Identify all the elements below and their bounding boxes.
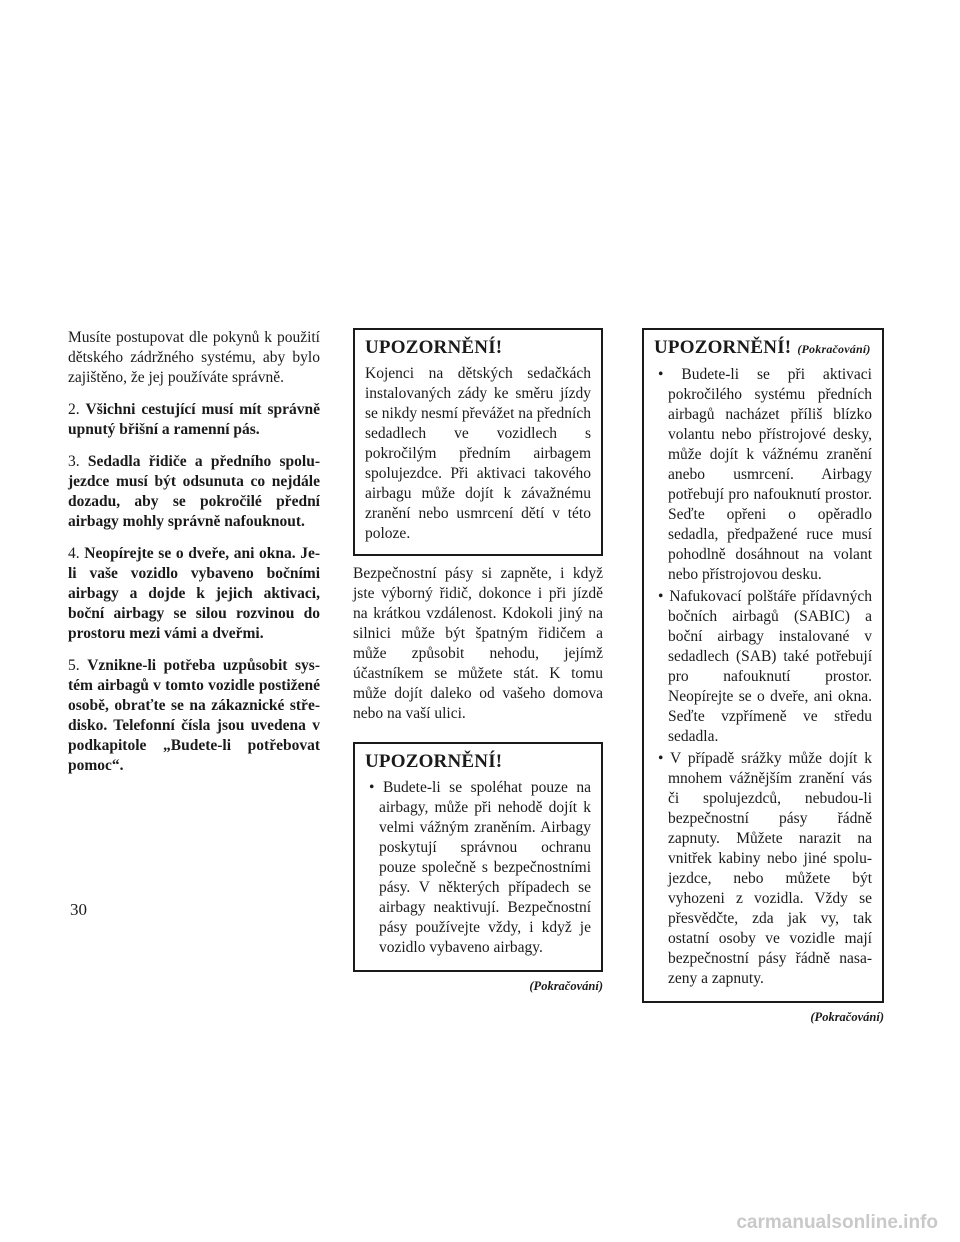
- warning-title-suffix: (Pokračování): [797, 342, 871, 356]
- continued-label: (Pokračování): [529, 979, 603, 993]
- warning-item: • Budete-li se spoléhat pouze na airbagy, může při nehodě dojít k velmi vážným zraněním. Airbagy poskytují správnou ochranu pouze společně s bezpečnostními pásy. V některých případech se airbagy neaktivují. Bezpečnostní pásy používejte vždy, i když je vozidlo vybaveno airbagy.: [365, 778, 591, 958]
- warning-item: • V případě srážky může dojít k mnohem vážnějším zranění vás či spolujezdců, nebudou-li bezpečnostní pásy řádně zapnuty. Můžete narazit na vnitřek kabiny nebo jiné spolujezdce, nebo můžete být vyhozeni z vozidla. Vždy se přesvědčte, zda jak vy, tak ostatní osoby ve vozidle mají bezpečnostní pásy řádně nasazeny a zapnuty.: [654, 749, 872, 989]
- step-text: Sedadla řidiče a předního spolujezdce musí být odsunuta co nejdále dozadu, aby se pokročilé přední airbagy mohly správně nafouknout.: [68, 453, 320, 530]
- continued-label: (Pokračování): [810, 1010, 884, 1024]
- warning-item: • Budete-li se při aktivaci pokročilého systému předních airbagů nacházet příliš blízko volantu nebo přístrojové desky, může dojít k vážnému zranění anebo usmrcení. Airbagy potřebují pro nafouknutí prostor. Seďte opřeni o opěradlo sedadla, předpažené ruce musí pohodlně dosáhnout na volant nebo přístrojovou desku.: [654, 365, 872, 585]
- warning-box-infants: [353, 328, 603, 556]
- step-text: Vznikne-li potřeba uzpůsobit systém airbagů v tomto vozidle postižené osobě, obraťte se na zákaznické středisko. Telefonní čísla jsou uvedena v podkapitole „Budete-li potřebovat pomoc“.: [68, 657, 321, 774]
- middle-column: [353, 328, 603, 996]
- warning-title: UPOZORNĚNÍ!: [365, 337, 503, 358]
- step-4: [68, 544, 320, 644]
- warning-title-text: UPOZORNĚNÍ!: [654, 337, 792, 358]
- warning-text: Kojenci na dětských sedačkách instalovaných zády ke směru jízdy se nikdy nesmí převážet na předních sedadlech ve vozidlech s pokročilým předním airbagem spolujezdce. Při aktivaci takového airbagu může dojít k závažnému zranění nebo usmrcení dětí v této poloze.: [365, 365, 591, 542]
- warning-title: UPOZORNĚNÍ!: [365, 751, 503, 772]
- warning-box-airbags: [353, 742, 603, 972]
- step-number: 2.: [68, 401, 80, 418]
- step-3: [68, 452, 320, 532]
- page-number: 30: [70, 900, 87, 919]
- warning-box-continued: [642, 328, 884, 1003]
- watermark-footer: carmanualsonline.info: [736, 1212, 938, 1233]
- warning-item: • Nafukovací polštáře přídavných bočních airbagů (SABIC) a boční airbagy instalované v sedadlech (SAB) také potřebují pro nafouknutí prostor. Neopírejte se o dveře, ani okna. Seďte vzpřímeně ve středu sedadla.: [654, 587, 872, 747]
- seatbelt-paragraph: Bezpečnostní pásy si zapněte, i když jste výborný řidič, dokonce i při jízdě na krátkou vzdálenost. Kdokoli jiný na silnici může být špatným řidičem a může způsobit nehodu, jejímž účastníkem se můžete stát. K tomu může dojít daleko od vašeho domova nebo na vaší ulici.: [353, 565, 603, 722]
- step-number: 5.: [68, 657, 80, 674]
- left-column: [68, 328, 320, 788]
- step-text: Neopírejte se o dveře, ani okna. Je-li vaše vozidlo vybaveno bočními airbagy a dojde k jejich aktivaci, boční airbagy se silou rozvinou do prostoru mezi vámi a dveřmi.: [68, 545, 321, 642]
- step-text: Všichni cestující musí mít správně upnutý břišní a ramenní pás.: [68, 401, 321, 438]
- step-number: 3.: [68, 453, 80, 470]
- step-5: [68, 656, 320, 776]
- warning-title: [654, 338, 872, 359]
- step-number: 4.: [68, 545, 80, 562]
- step-2: [68, 400, 320, 440]
- right-column: [642, 328, 884, 1027]
- intro-paragraph: Musíte postupovat dle pokynů k použití dětského zádržného systému, aby bylo zajištěno, že jej používáte správně.: [68, 329, 320, 386]
- warning-list: [365, 778, 591, 958]
- warning-list: [654, 365, 872, 989]
